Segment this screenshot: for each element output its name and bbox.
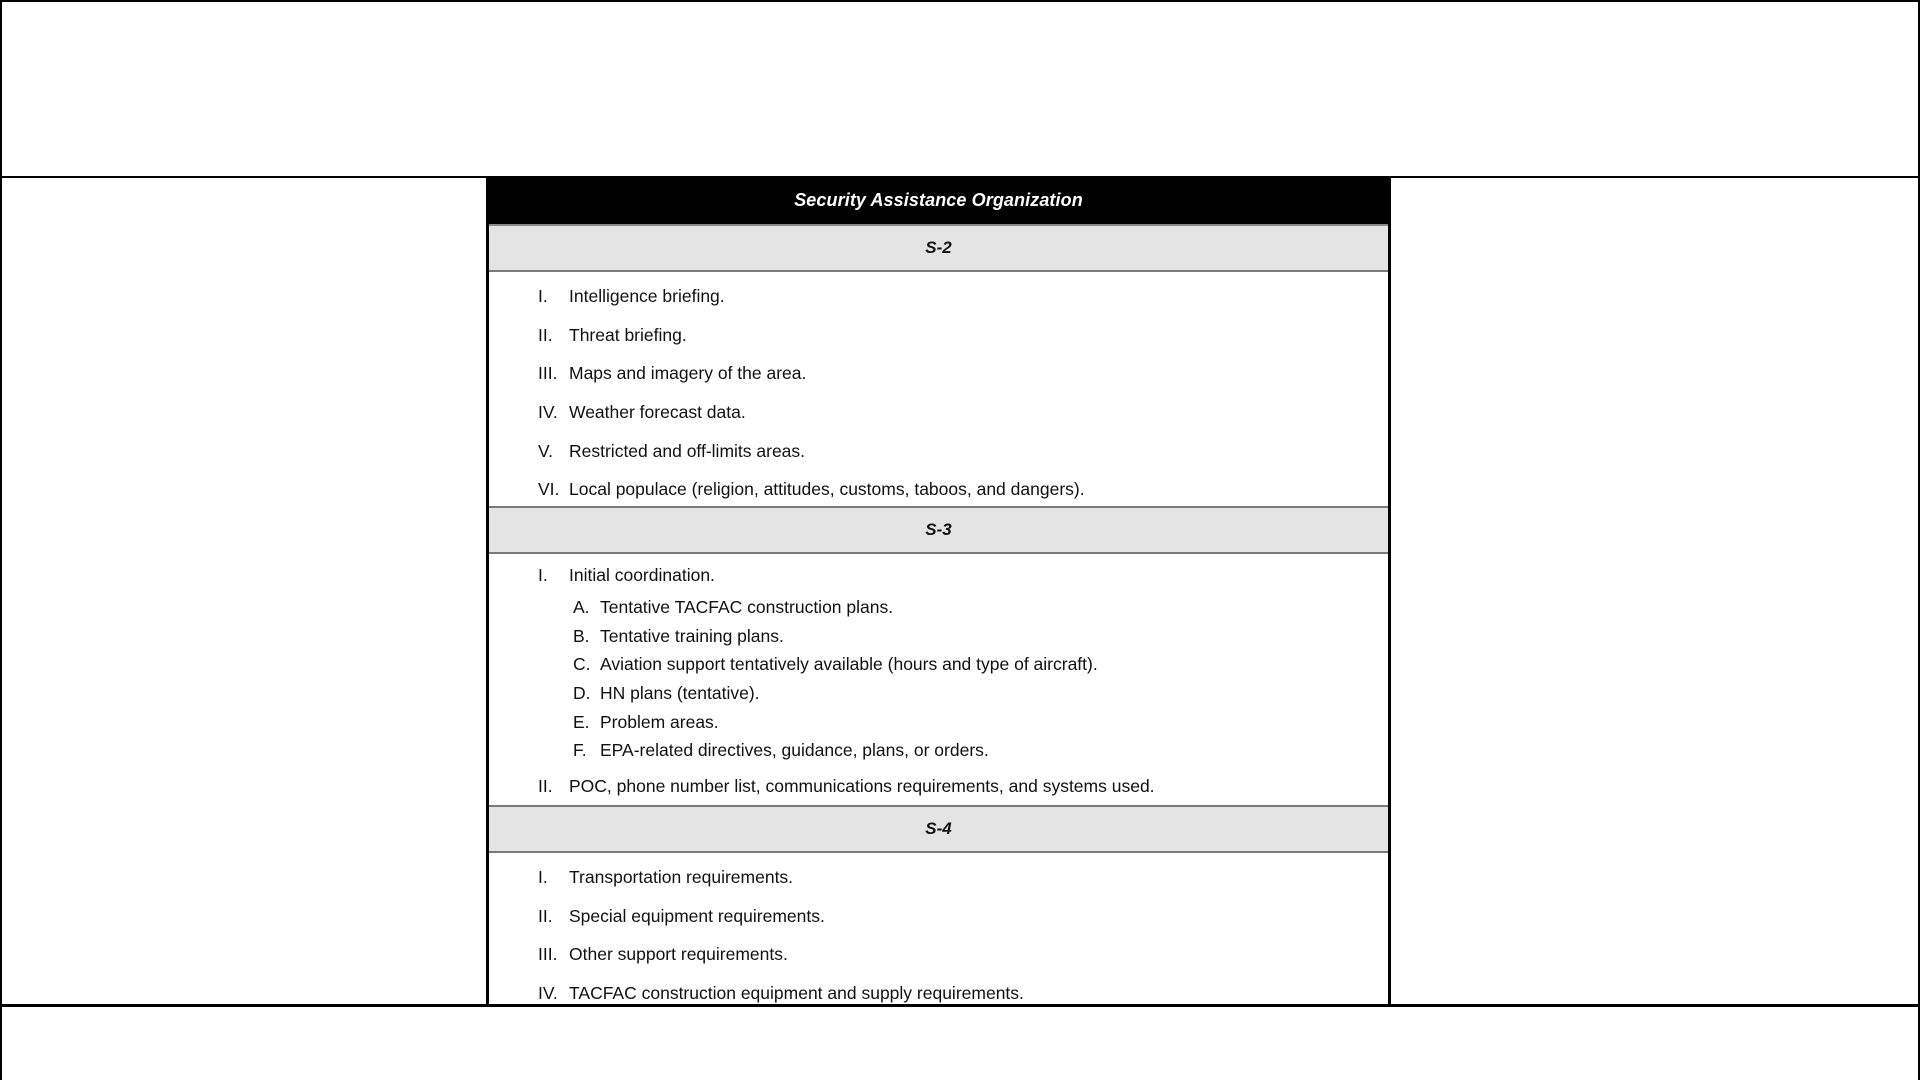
subitem-text: HN plans (tentative). — [600, 682, 760, 703]
item-number: III. — [538, 944, 558, 965]
item-text: Special equipment requirements. — [569, 905, 825, 926]
list-item — [489, 470, 1388, 509]
list-item — [489, 432, 1388, 471]
list-item — [489, 767, 1388, 805]
list-item — [489, 277, 1388, 316]
section-heading-s2: S-2 — [489, 224, 1388, 272]
subitem-text: Tentative TACFAC construction plans. — [600, 596, 894, 617]
sub-list-item — [489, 622, 1388, 651]
item-number: I. — [538, 866, 548, 887]
subitem-letter: D. — [573, 682, 591, 703]
list-item — [489, 974, 1388, 1006]
item-text: Other support requirements. — [569, 944, 788, 965]
subitem-text: Aviation support tentatively available (hours and type of aircraft). — [600, 654, 1098, 675]
sub-list-item — [489, 650, 1388, 679]
sub-list-item — [489, 679, 1388, 708]
subitem-letter: B. — [573, 625, 590, 646]
list-item — [489, 354, 1388, 393]
item-text: Intelligence briefing. — [569, 285, 725, 306]
section-heading-s3: S-3 — [489, 506, 1388, 554]
item-number: I. — [538, 564, 548, 585]
list-item — [489, 858, 1388, 897]
list-item — [489, 557, 1388, 593]
list-item — [489, 897, 1388, 936]
item-number: I. — [538, 285, 548, 306]
item-text: Restricted and off-limits areas. — [569, 440, 806, 461]
page-frame-top-rule — [0, 0, 1920, 2]
subitem-text: EPA-related directives, guidance, plans, or orders. — [600, 740, 989, 761]
section-list-s4 — [489, 853, 1388, 1006]
page-frame-left-rule — [0, 0, 2, 1080]
section-list-s2 — [489, 272, 1388, 506]
sub-list-item — [489, 736, 1388, 765]
list-item — [489, 393, 1388, 432]
subitem-letter: A. — [573, 596, 590, 617]
section-heading-s4: S-4 — [489, 805, 1388, 853]
sub-list-item — [489, 593, 1388, 622]
subitem-letter: C. — [573, 654, 591, 675]
subitem-letter: E. — [573, 711, 590, 732]
item-text: Maps and imagery of the area. — [569, 363, 807, 384]
item-text: Transportation requirements. — [569, 866, 794, 887]
subitem-letter: F. — [573, 740, 587, 761]
list-item — [489, 316, 1388, 355]
item-number: II. — [538, 905, 553, 926]
item-number: II. — [538, 324, 553, 345]
sao-table — [486, 176, 1391, 1006]
item-number: VI. — [538, 479, 560, 500]
item-text: Local populace (religion, attitudes, customs, taboos, and dangers). — [569, 479, 1085, 500]
item-number: II. — [538, 775, 553, 796]
subitem-text: Problem areas. — [600, 711, 719, 732]
subitem-text: Tentative training plans. — [600, 625, 784, 646]
item-text: TACFAC construction equipment and supply requirements. — [569, 982, 1024, 1003]
item-number: III. — [538, 363, 558, 384]
item-text: Weather forecast data. — [569, 401, 746, 422]
item-number: V. — [538, 440, 553, 461]
table-title: Security Assistance Organization — [489, 176, 1388, 224]
list-item — [489, 935, 1388, 974]
sub-list-item — [489, 708, 1388, 737]
item-text: Threat briefing. — [569, 324, 687, 345]
section-list-s3 — [489, 554, 1388, 805]
item-number: IV. — [538, 401, 558, 422]
item-text: POC, phone number list, communications requirements, and systems used. — [569, 775, 1155, 796]
item-text: Initial coordination. — [569, 564, 715, 585]
item-number: IV. — [538, 982, 558, 1003]
